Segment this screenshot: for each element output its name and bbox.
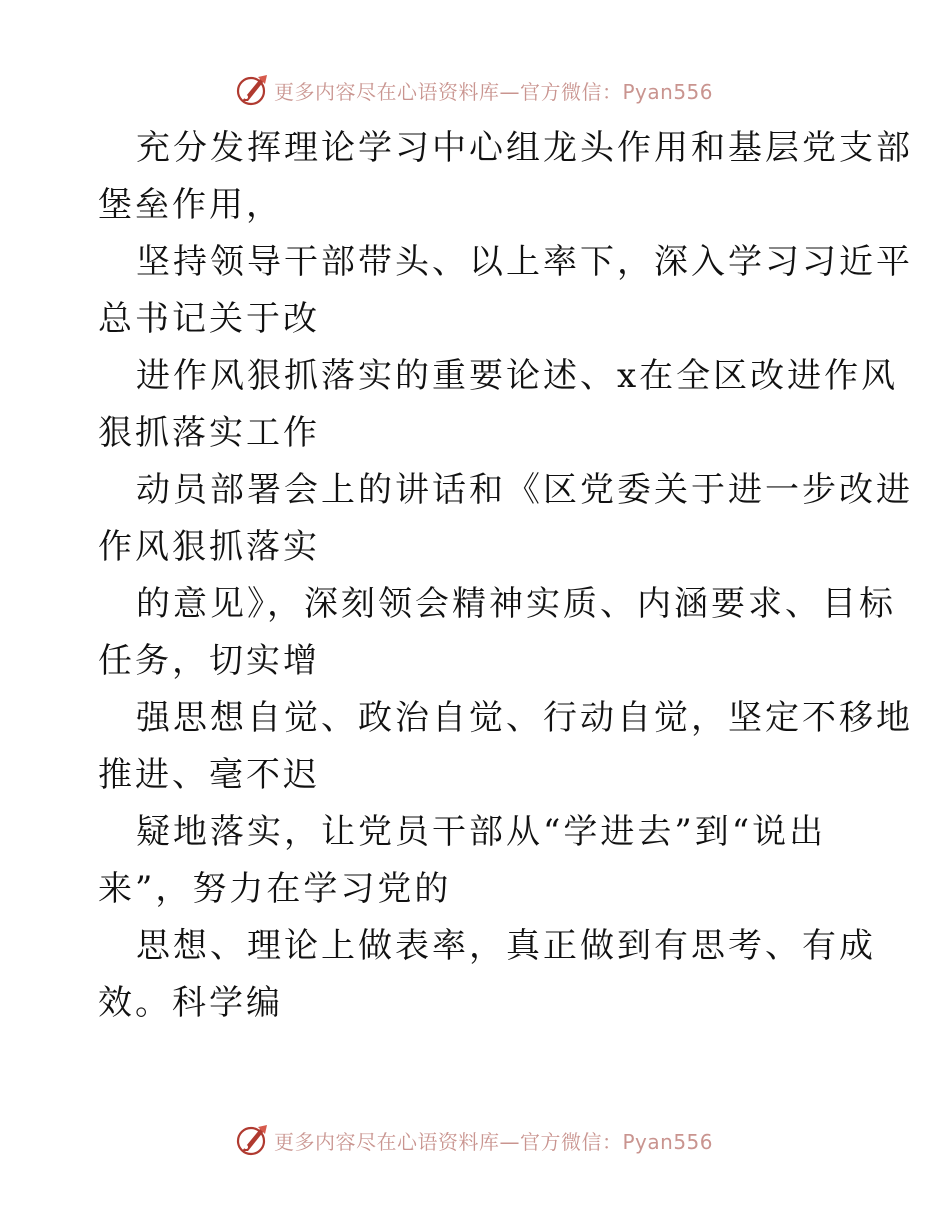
- body-line: 推进、毫不迟: [98, 755, 320, 795]
- header-watermark: [236, 72, 716, 108]
- body-line: 总书记关于改: [98, 299, 320, 339]
- footer-watermark: [236, 1122, 716, 1158]
- quill-pen-icon: [236, 73, 270, 107]
- body-line: 充分发挥理论学习中心组龙头作用和基层党支部: [136, 128, 913, 168]
- body-line: 来”，努力在学习党的: [98, 869, 452, 909]
- body-line: 动员部署会上的讲话和《区党委关于进一步改进: [136, 470, 913, 510]
- body-line: 强思想自觉、政治自觉、行动自觉，坚定不移地: [136, 698, 913, 738]
- body-line: 堡垒作用，: [98, 185, 283, 225]
- body-line: 任务，切实增: [98, 641, 320, 681]
- watermark-text: 更多内容尽在心语资料库—官方微信：Pyan556: [274, 1129, 714, 1154]
- document-body: [98, 120, 913, 1032]
- body-line: 疑地落实，让党员干部从“学进去”到“说出: [136, 812, 827, 852]
- quill-pen-icon: [236, 1123, 270, 1157]
- body-line: 作风狠抓落实: [98, 527, 320, 567]
- body-line: 思想、理论上做表率，真正做到有思考、有成: [136, 926, 876, 966]
- body-line: 坚持领导干部带头、以上率下，深入学习习近平: [136, 242, 913, 282]
- body-line: 效。科学编: [98, 983, 283, 1023]
- body-line: 狠抓落实工作: [98, 413, 320, 453]
- body-line: 进作风狠抓落实的重要论述、x在全区改进作风: [136, 356, 899, 396]
- watermark-text: 更多内容尽在心语资料库—官方微信：Pyan556: [274, 79, 714, 104]
- body-line: 的意见》，深刻领会精神实质、内涵要求、目标: [136, 584, 896, 624]
